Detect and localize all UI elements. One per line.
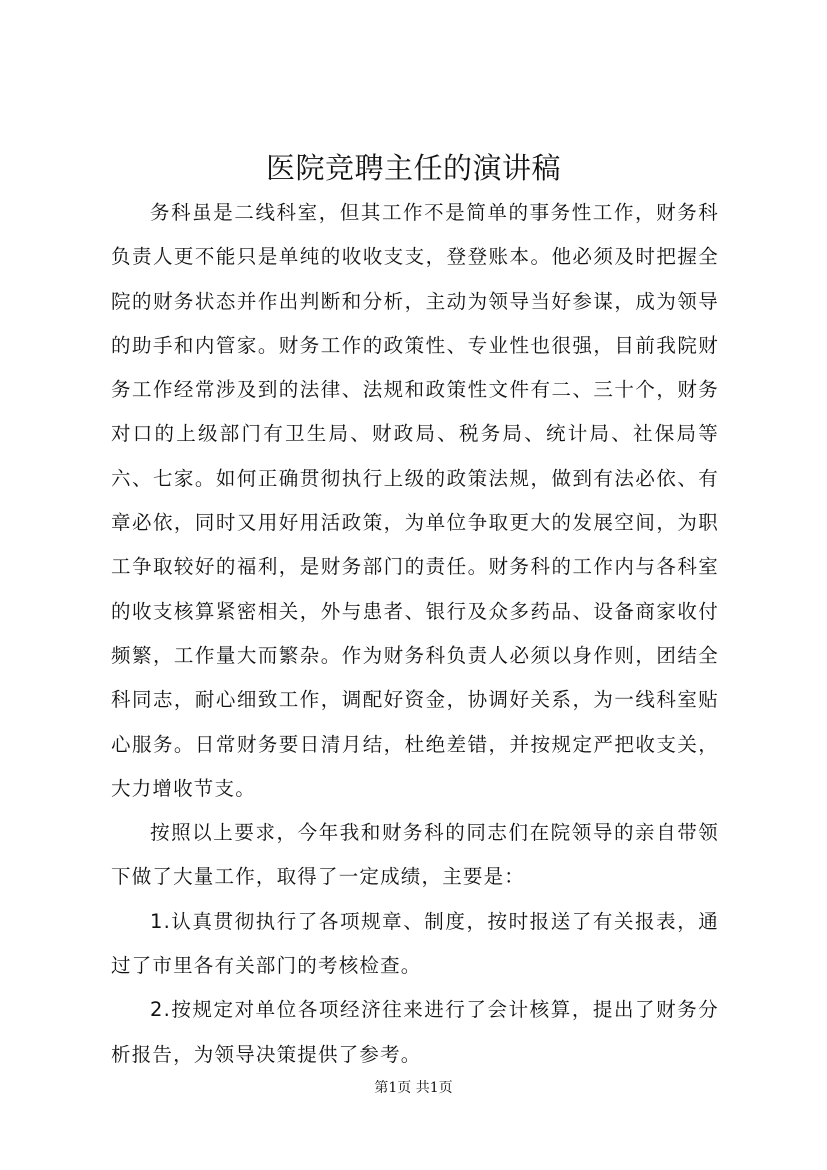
paragraph-4: 2.按规定对单位各项经济往来进行了会计核算，提出了财务分析报告，为领导决策提供了参考。 [111,998,719,1066]
paragraph-1: 务科虽是二线科室，但其工作不是简单的事务性工作，财务科负责人更不能只是单纯的收收支支，登登账本。他必须及时把握全院的财务状态并作出判断和分析，主动为领导当好参谋，成为领导的助手和内管家。财务工作的政策性、专业性也很强，目前我院财务工作经常涉及到的法律、法规和政策性文件有二、三十个，财务对口的上级部门有卫生局、财政局、税务局、统计局、社保局等六、七家。如何正确贯彻执行上级的政策法规，做到有法必依、有章必依，同时又用好用活政策，为单位争取更大的发展空间，为职工争取较好的福利，是财务部门的责任。财务科的工作内与各科室的收支核算紧密相关，外与患者、银行及众多药品、设备商家收付频繁，工作量大而繁杂。作为财务科负责人必须以身作则，团结全科同志，耐心细致工作，调配好资金，协调好关系，为一线科室贴心服务。日常财务要日清月结，杜绝差错，并按规定严把收支关，大力增收节支。 [111,201,719,800]
document-title: 医院竞聘主任的演讲稿 [265,151,561,185]
page-footer: 第1页 共1页 [374,1080,453,1096]
paragraph-2: 按照以上要求，今年我和财务科的同志们在院领导的亲自带领下做了大量工作，取得了一定成绩，主要是： [111,821,719,889]
paragraph-3: 1.认真贯彻执行了各项规章、制度，按时报送了有关报表，通过了市里各有关部门的考核检查。 [111,909,719,978]
document-body [111,191,719,1077]
